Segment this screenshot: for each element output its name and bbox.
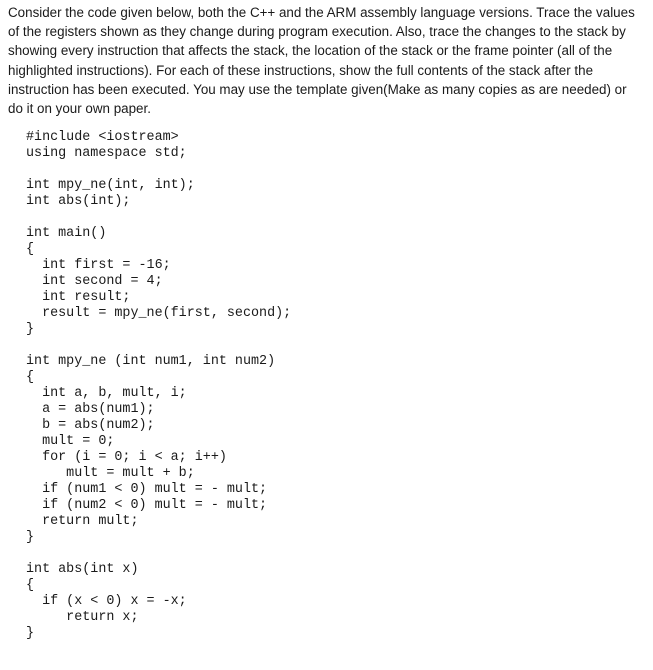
- code-line: int abs(int x): [26, 562, 139, 577]
- question-line: instruction has been executed. You may use the template given(Make as many copies as are needed) or: [8, 81, 627, 97]
- code-line: return mult;: [26, 514, 139, 529]
- code-line: }: [26, 322, 35, 337]
- code-blank-line: [26, 162, 291, 178]
- code-line: int second = 4;: [26, 274, 163, 289]
- question-line: Consider the code given below, both the C++ and the ARM assembly language versions. Trace the values: [8, 5, 635, 20]
- code-listing: [26, 130, 291, 642]
- question-text: [8, 3, 648, 118]
- code-line: int mpy_ne(int, int);: [26, 178, 195, 193]
- code-line: int result;: [26, 290, 131, 305]
- code-line: a = abs(num1);: [26, 402, 155, 417]
- code-line: }: [26, 530, 35, 545]
- code-blank-line: [26, 210, 291, 226]
- code-line: int a, b, mult, i;: [26, 386, 187, 401]
- question-line: do it on your own paper.: [8, 101, 151, 117]
- code-line: if (x < 0) x = -x;: [26, 594, 187, 609]
- code-line: mult = mult + b;: [26, 466, 195, 481]
- code-line: if (num2 < 0) mult = - mult;: [26, 498, 268, 513]
- code-blank-line: [26, 338, 291, 354]
- code-line: result = mpy_ne(first, second);: [26, 306, 292, 321]
- code-line: int first = -16;: [26, 258, 171, 273]
- code-line: mult = 0;: [26, 434, 115, 449]
- code-line: int mpy_ne (int num1, int num2): [26, 354, 276, 369]
- code-line: int main(): [26, 226, 107, 241]
- code-line: }: [26, 626, 35, 641]
- code-line: b = abs(num2);: [26, 418, 155, 433]
- code-line: {: [26, 370, 35, 385]
- code-blank-line: [26, 546, 291, 562]
- code-line: {: [26, 578, 35, 593]
- question-line: showing every instruction that affects the stack, the location of the stack or the frame pointer (all of the: [8, 43, 613, 59]
- code-line: #include <iostream>: [26, 130, 179, 145]
- code-line: int abs(int);: [26, 194, 131, 209]
- code-line: if (num1 < 0) mult = - mult;: [26, 482, 268, 497]
- code-line: for (i = 0; i < a; i++): [26, 450, 227, 465]
- code-line: using namespace std;: [26, 146, 187, 161]
- code-line: return x;: [26, 610, 139, 625]
- question-line: of the registers shown as they change during program execution. Also, trace the changes to the stack by: [8, 24, 626, 40]
- code-line: {: [26, 242, 35, 257]
- question-line: highlighted instructions). For each of these instructions, show the full contents of the stack after the: [8, 62, 594, 78]
